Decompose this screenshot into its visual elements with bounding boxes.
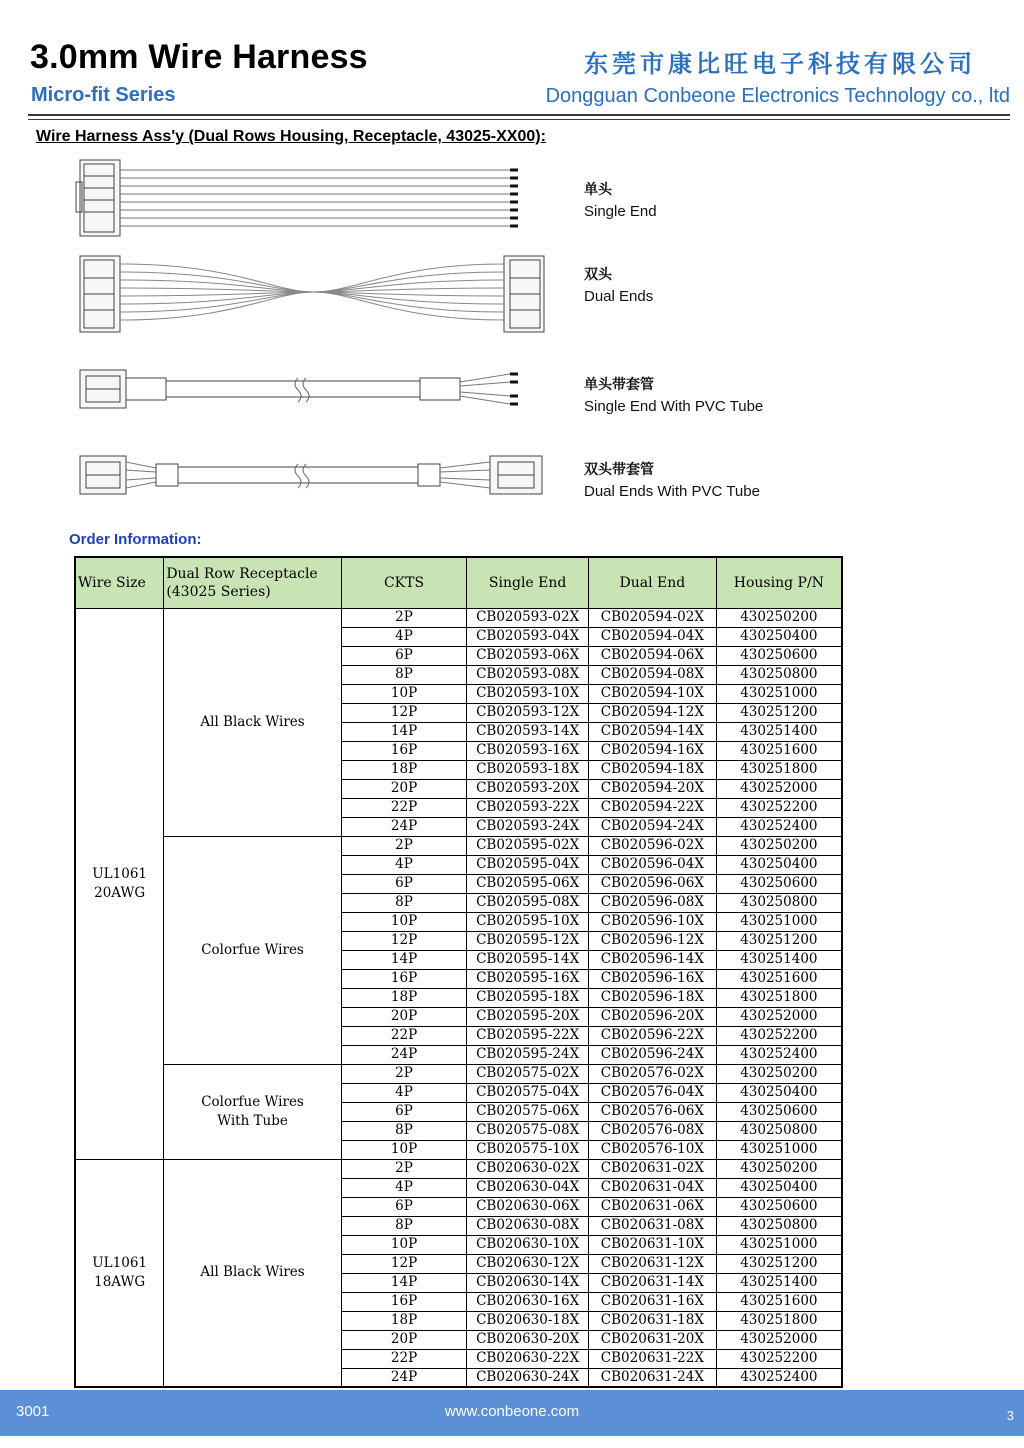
housing-pn-cell: 430252000 [716, 1330, 842, 1349]
ckts-cell: 4P [341, 627, 467, 646]
single-end-pn-cell: CB020595-06X [467, 874, 589, 893]
dual-end-pn-cell: CB020594-10X [589, 684, 717, 703]
ckts-cell: 4P [341, 855, 467, 874]
wire-type-cell: Colorfue Wires With Tube [164, 1064, 341, 1159]
single-end-pn-cell: CB020630-10X [467, 1235, 589, 1254]
housing-pn-cell: 430251600 [716, 969, 842, 988]
housing-pn-cell: 430251000 [716, 1235, 842, 1254]
single-end-pn-cell: CB020595-08X [467, 893, 589, 912]
dual-end-pn-cell: CB020631-10X [589, 1235, 717, 1254]
housing-pn-cell: 430251400 [716, 1273, 842, 1292]
drawing-label-en: Single End [584, 203, 657, 220]
ckts-cell: 8P [341, 1121, 467, 1140]
dual-end-pn-cell: CB020631-14X [589, 1273, 717, 1292]
housing-pn-cell: 430250200 [716, 836, 842, 855]
dual-end-pn-cell: CB020596-24X [589, 1045, 717, 1064]
single-end-pn-cell: CB020595-14X [467, 950, 589, 969]
housing-pn-cell: 430252400 [716, 1368, 842, 1387]
housing-pn-cell: 430250400 [716, 1178, 842, 1197]
housing-pn-cell: 430252400 [716, 817, 842, 836]
housing-pn-cell: 430250200 [716, 1064, 842, 1083]
table-row [75, 836, 842, 855]
ckts-cell: 2P [341, 608, 467, 627]
housing-pn-cell: 430250800 [716, 893, 842, 912]
ckts-cell: 14P [341, 950, 467, 969]
dual-end-pn-cell: CB020631-04X [589, 1178, 717, 1197]
ckts-cell: 10P [341, 912, 467, 931]
housing-pn-cell: 430251800 [716, 1311, 842, 1330]
wire-type-cell: Colorfue Wires [164, 836, 341, 1064]
ckts-cell: 12P [341, 703, 467, 722]
page-number: 3 [1006, 1408, 1014, 1423]
wire-size-cell: UL1061 18AWG [75, 1159, 164, 1387]
single-end-pn-cell: CB020595-20X [467, 1007, 589, 1026]
dual-end-pn-cell: CB020631-02X [589, 1159, 717, 1178]
dual-end-pn-cell: CB020594-18X [589, 760, 717, 779]
dual-end-pn-cell: CB020631-22X [589, 1349, 717, 1368]
dual-end-pn-cell: CB020631-08X [589, 1216, 717, 1235]
single-end-pn-cell: CB020630-24X [467, 1368, 589, 1387]
section-title: Wire Harness Ass'y (Dual Rows Housing, Receptacle, 43025-XX00): [36, 128, 546, 145]
dual-end-pn-cell: CB020631-06X [589, 1197, 717, 1216]
dual-end-pn-cell: CB020596-06X [589, 874, 717, 893]
housing-pn-cell: 430251000 [716, 1140, 842, 1159]
single-end-pn-cell: CB020593-10X [467, 684, 589, 703]
single-end-pn-cell: CB020593-06X [467, 646, 589, 665]
dual-end-pn-cell: CB020594-04X [589, 627, 717, 646]
ckts-cell: 14P [341, 1273, 467, 1292]
housing-pn-cell: 430251600 [716, 741, 842, 760]
single-end-pn-cell: CB020593-08X [467, 665, 589, 684]
drawing-label-cn: 单头带套管 [584, 377, 654, 393]
dual-end-pn-cell: CB020596-18X [589, 988, 717, 1007]
dual-end-pn-cell: CB020596-14X [589, 950, 717, 969]
ckts-cell: 12P [341, 931, 467, 950]
drawing-label-dual-ends-tube [584, 460, 760, 502]
dual-end-pn-cell: CB020631-20X [589, 1330, 717, 1349]
order-table [74, 556, 843, 1388]
dual-end-pn-cell: CB020631-24X [589, 1368, 717, 1387]
housing-pn-cell: 430250600 [716, 1102, 842, 1121]
single-end-pn-cell: CB020595-16X [467, 969, 589, 988]
single-end-pn-cell: CB020630-12X [467, 1254, 589, 1273]
dual-end-pn-cell: CB020596-20X [589, 1007, 717, 1026]
wire-type-cell: All Black Wires [164, 608, 341, 836]
single-end-pn-cell: CB020630-22X [467, 1349, 589, 1368]
header-divider-thin [28, 119, 1010, 120]
dual-end-pn-cell: CB020576-04X [589, 1083, 717, 1102]
single-end-pn-cell: CB020630-14X [467, 1273, 589, 1292]
dual-end-pn-cell: CB020594-20X [589, 779, 717, 798]
dual-end-pn-cell: CB020631-16X [589, 1292, 717, 1311]
single-end-pn-cell: CB020595-10X [467, 912, 589, 931]
ckts-cell: 16P [341, 1292, 467, 1311]
ckts-cell: 2P [341, 836, 467, 855]
dual-end-pn-cell: CB020596-22X [589, 1026, 717, 1045]
ckts-cell: 18P [341, 1311, 467, 1330]
housing-pn-cell: 430250600 [716, 646, 842, 665]
dual-end-pn-cell: CB020596-04X [589, 855, 717, 874]
single-end-pn-cell: CB020593-02X [467, 608, 589, 627]
single-end-pn-cell: CB020575-10X [467, 1140, 589, 1159]
dual-end-pn-cell: CB020594-14X [589, 722, 717, 741]
ckts-cell: 14P [341, 722, 467, 741]
dual-end-pn-cell: CB020596-02X [589, 836, 717, 855]
drawing-label-en: Dual Ends [584, 288, 654, 305]
ckts-cell: 8P [341, 893, 467, 912]
ckts-cell: 6P [341, 646, 467, 665]
housing-pn-cell: 430250400 [716, 855, 842, 874]
single-end-pn-cell: CB020593-22X [467, 798, 589, 817]
housing-pn-cell: 430251400 [716, 950, 842, 969]
single-end-pn-cell: CB020593-14X [467, 722, 589, 741]
wire-size-cell: UL1061 20AWG [75, 608, 164, 1159]
single-end-pn-cell: CB020595-24X [467, 1045, 589, 1064]
table-row [75, 608, 842, 627]
header-wire-size: Wire Size [75, 557, 164, 608]
ckts-cell: 22P [341, 798, 467, 817]
header-housing-pn: Housing P/N [716, 557, 842, 608]
single-end-pn-cell: CB020630-08X [467, 1216, 589, 1235]
housing-pn-cell: 430250400 [716, 627, 842, 646]
dual-end-pn-cell: CB020596-16X [589, 969, 717, 988]
ckts-cell: 18P [341, 988, 467, 1007]
dual-end-pn-cell: CB020576-02X [589, 1064, 717, 1083]
housing-pn-cell: 430250800 [716, 1216, 842, 1235]
dual-end-pn-cell: CB020631-12X [589, 1254, 717, 1273]
ckts-cell: 24P [341, 1368, 467, 1387]
housing-pn-cell: 430252200 [716, 798, 842, 817]
housing-pn-cell: 430251200 [716, 1254, 842, 1273]
ckts-cell: 18P [341, 760, 467, 779]
dual-end-pn-cell: CB020631-18X [589, 1311, 717, 1330]
single-end-pn-cell: CB020575-08X [467, 1121, 589, 1140]
dual-end-pn-cell: CB020594-02X [589, 608, 717, 627]
drawing-label-en: Single End With PVC Tube [584, 398, 764, 415]
dual-end-pn-cell: CB020594-22X [589, 798, 717, 817]
housing-pn-cell: 430250600 [716, 874, 842, 893]
housing-pn-cell: 430250400 [716, 1083, 842, 1102]
single-end-pn-cell: CB020630-16X [467, 1292, 589, 1311]
single-end-pn-cell: CB020575-04X [467, 1083, 589, 1102]
housing-pn-cell: 430251200 [716, 931, 842, 950]
ckts-cell: 8P [341, 665, 467, 684]
dual-ends-drawing [80, 256, 544, 332]
dual-end-pn-cell: CB020596-08X [589, 893, 717, 912]
ckts-cell: 6P [341, 1102, 467, 1121]
housing-pn-cell: 430251800 [716, 988, 842, 1007]
single-end-pn-cell: CB020630-02X [467, 1159, 589, 1178]
housing-pn-cell: 430251600 [716, 1292, 842, 1311]
housing-pn-cell: 430251200 [716, 703, 842, 722]
single-end-tube-drawing [80, 370, 518, 408]
footer-website: www.conbeone.com [444, 1403, 580, 1420]
ckts-cell: 24P [341, 817, 467, 836]
single-end-pn-cell: CB020575-02X [467, 1064, 589, 1083]
header-dual-end: Dual End [589, 557, 717, 608]
ckts-cell: 12P [341, 1254, 467, 1273]
housing-pn-cell: 430252000 [716, 1007, 842, 1026]
header-divider [28, 114, 1010, 116]
dual-ends-tube-drawing [80, 456, 542, 494]
housing-pn-cell: 430252200 [716, 1349, 842, 1368]
dual-end-pn-cell: CB020594-24X [589, 817, 717, 836]
ckts-cell: 4P [341, 1178, 467, 1197]
single-end-pn-cell: CB020630-06X [467, 1197, 589, 1216]
single-end-pn-cell: CB020593-20X [467, 779, 589, 798]
wire-type-cell: All Black Wires [164, 1159, 341, 1387]
dual-end-pn-cell: CB020576-10X [589, 1140, 717, 1159]
ckts-cell: 2P [341, 1159, 467, 1178]
housing-pn-cell: 430251800 [716, 760, 842, 779]
single-end-pn-cell: CB020630-04X [467, 1178, 589, 1197]
single-end-pn-cell: CB020595-12X [467, 931, 589, 950]
ckts-cell: 4P [341, 1083, 467, 1102]
single-end-pn-cell: CB020595-02X [467, 836, 589, 855]
footer-code: 3001 [16, 1403, 50, 1420]
housing-pn-cell: 430251000 [716, 912, 842, 931]
header-single-end: Single End [467, 557, 589, 608]
order-table-body [75, 608, 842, 1387]
dual-end-pn-cell: CB020576-06X [589, 1102, 717, 1121]
housing-pn-cell: 430251400 [716, 722, 842, 741]
drawing-label-en: Dual Ends With PVC Tube [584, 483, 760, 500]
housing-pn-cell: 430250600 [716, 1197, 842, 1216]
single-end-pn-cell: CB020593-12X [467, 703, 589, 722]
dual-end-pn-cell: CB020596-10X [589, 912, 717, 931]
drawing-label-cn: 双头带套管 [584, 462, 654, 478]
ckts-cell: 6P [341, 874, 467, 893]
housing-pn-cell: 430250800 [716, 1121, 842, 1140]
ckts-cell: 22P [341, 1349, 467, 1368]
dual-end-pn-cell: CB020594-08X [589, 665, 717, 684]
ckts-cell: 22P [341, 1026, 467, 1045]
ckts-cell: 24P [341, 1045, 467, 1064]
table-row [75, 1064, 842, 1083]
harness-drawings [74, 152, 574, 512]
drawing-label-cn: 双头 [584, 267, 612, 283]
drawing-label-dual-ends [584, 265, 653, 307]
ckts-cell: 10P [341, 684, 467, 703]
housing-pn-cell: 430252000 [716, 779, 842, 798]
drawing-label-cn: 单头 [584, 182, 612, 198]
single-end-pn-cell: CB020593-24X [467, 817, 589, 836]
company-name-cn: 东莞市康比旺电子科技有限公司 [584, 49, 976, 78]
dual-end-pn-cell: CB020576-08X [589, 1121, 717, 1140]
dual-end-pn-cell: CB020594-06X [589, 646, 717, 665]
dual-end-pn-cell: CB020594-16X [589, 741, 717, 760]
ckts-cell: 20P [341, 779, 467, 798]
single-end-pn-cell: CB020593-18X [467, 760, 589, 779]
single-end-pn-cell: CB020630-18X [467, 1311, 589, 1330]
housing-pn-cell: 430252200 [716, 1026, 842, 1045]
dual-end-pn-cell: CB020594-12X [589, 703, 717, 722]
single-end-pn-cell: CB020595-22X [467, 1026, 589, 1045]
company-name-en: Dongguan Conbeone Electronics Technology co., ltd [545, 85, 1010, 107]
header-ckts: CKTS [341, 557, 467, 608]
drawing-label-single-end [584, 180, 657, 222]
ckts-cell: 6P [341, 1197, 467, 1216]
housing-pn-cell: 430250200 [716, 608, 842, 627]
single-end-pn-cell: CB020595-04X [467, 855, 589, 874]
drawing-label-single-end-tube [584, 375, 763, 417]
single-end-drawing [76, 160, 518, 236]
ckts-cell: 10P [341, 1140, 467, 1159]
housing-pn-cell: 430252400 [716, 1045, 842, 1064]
housing-pn-cell: 430250200 [716, 1159, 842, 1178]
ckts-cell: 20P [341, 1330, 467, 1349]
single-end-pn-cell: CB020595-18X [467, 988, 589, 1007]
footer-bar [0, 1390, 1024, 1436]
order-information-title: Order Information: [69, 531, 202, 548]
table-row [75, 1159, 842, 1178]
series-subtitle: Micro-fit Series [31, 84, 176, 106]
ckts-cell: 8P [341, 1216, 467, 1235]
ckts-cell: 2P [341, 1064, 467, 1083]
single-end-pn-cell: CB020575-06X [467, 1102, 589, 1121]
page-title: 3.0mm Wire Harness [30, 38, 368, 76]
single-end-pn-cell: CB020630-20X [467, 1330, 589, 1349]
dual-end-pn-cell: CB020596-12X [589, 931, 717, 950]
single-end-pn-cell: CB020593-16X [467, 741, 589, 760]
single-end-pn-cell: CB020593-04X [467, 627, 589, 646]
housing-pn-cell: 430250800 [716, 665, 842, 684]
header-receptacle: Dual Row Receptacle (43025 Series) [164, 557, 341, 608]
ckts-cell: 16P [341, 741, 467, 760]
ckts-cell: 20P [341, 1007, 467, 1026]
ckts-cell: 10P [341, 1235, 467, 1254]
housing-pn-cell: 430251000 [716, 684, 842, 703]
ckts-cell: 16P [341, 969, 467, 988]
